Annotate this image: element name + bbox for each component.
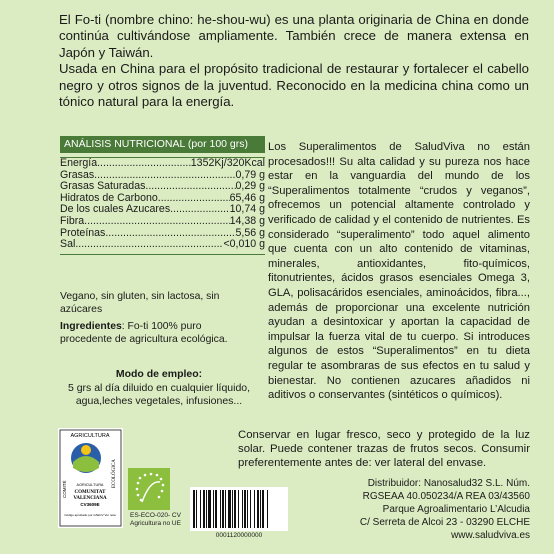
nutrition-row — [60, 239, 265, 251]
vegan-note: Vegano, sin gluten, sin lactosa, sin azúcares — [60, 291, 220, 315]
website-link[interactable]: www.saludviva.es — [451, 530, 530, 541]
cv-organic-logo — [58, 428, 123, 528]
nutrition-label: Grasas — [60, 168, 95, 181]
dot-leader — [75, 239, 223, 251]
intro-paragraph-2: Usada en China para el propósito tradicional de restaurar y fortalecer el cabello negro y otros signos de la juventud. Reconocido en la medicina china como un tónico natural para la energía. — [59, 61, 529, 110]
ingredients-text: : Fo-ti 100% puro procedente de agricultura ecológica. — [60, 321, 228, 345]
nutrition-value: 10,74 g — [229, 203, 265, 216]
dot-leader — [145, 181, 235, 193]
nutrition-label: Energía — [60, 157, 98, 169]
nutrition-value: 1352Kj/320Kcal — [190, 157, 265, 169]
nutrition-value: <0,010 g — [223, 238, 265, 251]
barcode — [190, 487, 288, 531]
nutrition-value: 0,29 g — [235, 180, 265, 193]
distributor-line: C/ Serreta de Alcoi 23 - 03290 ELCHE — [359, 517, 530, 528]
eco-code-line: Agricultura no UE — [130, 520, 181, 527]
intro-text — [59, 12, 529, 110]
nutrition-rows — [60, 158, 265, 251]
cv-logo-comite: COMITÉ — [62, 480, 67, 498]
distributor-line: Distribuidor: Nanosalud32 S.L. Núm. — [367, 478, 530, 489]
nutrition-row — [60, 158, 265, 170]
eco-code-line: ES-ECO-020- CV — [130, 512, 181, 519]
nutrition-value: 65,46 g — [229, 191, 265, 204]
nutrition-value: 5,56 g — [235, 226, 265, 239]
distributor-info — [310, 477, 530, 542]
ingredients — [60, 320, 255, 346]
conservation-text: Conservar en lugar fresco, seco y protegido de la luz solar. Puede contener trazas de frutos secos. Consumir preferentemente antes de: ver lateral del envase. — [238, 429, 530, 469]
nutrition-table — [60, 136, 265, 255]
cv-logo-l2: COMUNITAT — [74, 490, 106, 495]
ingredients-label: Ingredientes — [60, 321, 122, 332]
cv-logo-top: AGRICULTURA — [70, 433, 110, 439]
nutrition-label: Hidratos de Carbono — [60, 191, 158, 204]
nutrition-label: Sal — [60, 238, 76, 251]
nutrition-label: Grasas Saturadas — [60, 180, 146, 193]
nutrition-value: 14,38 g — [229, 214, 265, 227]
nutrition-label: De los cuales Azucares — [60, 203, 171, 216]
intro-paragraph-1: El Fo-ti (nombre chino: he-shou-wu) es una planta originaria de China en donde continúa cultivándose ampliamente. También crece de manera extensa en Japón y Taiwán. — [59, 12, 529, 60]
nutrition-row — [60, 216, 265, 228]
description: Los Superalimentos de SaludViva no están procesados!!! Su alta calidad y su pureza nos hace estar en la vanguardia del mundo de los “Superalimentos totalmente “crudos y veganos”, ofrecemos un potencial altamente controlado y verificado de calidad y el contenido de nutrientes. Es considerado “superalimento” todo aquel alimento que cuenta con un alto contenido de vitaminas, minerales, antioxidantes, fito-químicos, fitonutrientes, ácidos grasos esenciales Omega 3, GLA, polisacáridos esenciales, aminoácidos, fibra..., además de proporcionar una excelente nutrición ayudan a desintoxicar y aportan la capacidad de impulsar la fuerza vital de tu cuerpo. Si introduces algunos de estos “Superalimentos” en tu dieta regular te asombraras de sus efectos en tu salud y bienestar. No contienen azucares añadidos ni aditivos o conservantes (sintéticos o químicos). — [268, 141, 530, 402]
eu-organic-leaf-icon — [128, 468, 170, 510]
cv-logo-l1: AGRICULTURA — [76, 483, 104, 487]
nutrition-title: ANÁLISIS NUTRICIONAL (por 100 grs) — [60, 136, 265, 153]
dot-leader — [105, 228, 235, 240]
cv-logo-small: Código aprobado por CAECV Ver nota — [64, 513, 116, 517]
dot-leader — [84, 216, 230, 228]
usage-text: 5 grs al día diluido en cualquier líquido, agua,leches vegetales, infusiones... — [67, 382, 251, 407]
barcode-number: 0001120000000 — [215, 532, 263, 539]
nutrition-label: Proteínas — [60, 226, 106, 239]
cv-logo-side: ECOLÓGICA — [112, 459, 117, 488]
distributor-line: Parque Agroalimentario L’Alcudia — [382, 504, 530, 515]
eco-code — [130, 512, 190, 528]
nutrition-value: 0,79 g — [235, 168, 265, 181]
distributor-line: RGSEAA 40.050234/A REA 03/43560 — [362, 491, 530, 502]
divider — [60, 254, 265, 255]
cv-logo-l3: VALENCIANA — [73, 496, 107, 501]
dot-leader — [97, 158, 191, 170]
nutrition-label: Fibra — [60, 214, 85, 227]
usage-title: Modo de empleo: — [115, 368, 203, 380]
barcode-bars — [190, 487, 288, 531]
usage — [60, 368, 258, 408]
cv-logo-code: CV3609E — [80, 502, 100, 507]
dot-leader — [170, 204, 230, 216]
